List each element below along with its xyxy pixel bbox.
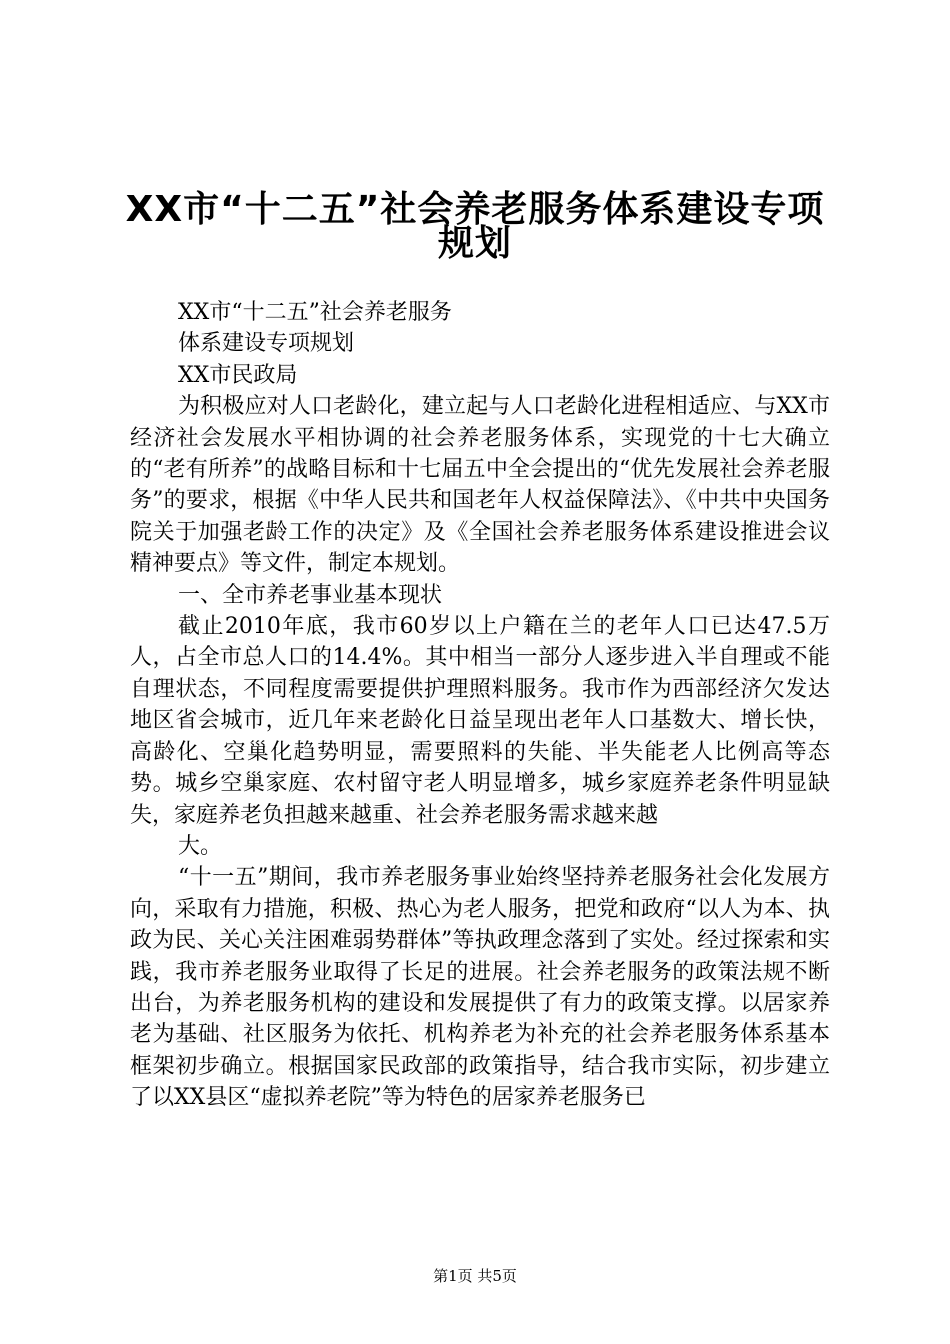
paragraph-progress: “十一五”期间，我市养老服务事业始终坚持养老服务社会化发展方向，采取有力措施，积极、热心为老人服务，把党和政府“以人为本、执政为民、关心关注困难弱势群体”等执政理念落到了实处。经过探索和实践，我市养老服务业取得了长足的进展。社会养老服务的政策法规不断出台，为养老服务机构的建设和发展提供了有力的政策支撑。以居家养老为基础、社区服务为依托、机构养老为补充的社会养老服务体系基本框架初步确立。根据国家民政部的政策指导，结合我市实际，初步建立了以XX县区“虚拟养老院”等为特色的居家养老服务已 (130, 865, 830, 1111)
document-title-line1: XX市“十二五”社会养老服务体系建设专项 (125, 189, 825, 230)
paragraph-status: 截止2010年底，我市60岁以上户籍在兰的老年人口已达47.5万人，占全市总人口的14.4%。其中相当一部分人逐步进入半自理或不能自理状态，不同程度需要提供护理照料服务。我市作为西部经济欠发达地区省会城市，近几年来老龄化日益呈现出老年人口基数大、增长快，高龄化、空巢化趋势明显，需要照料的失能、半失能老人比例高等态势。城乡空巢家庭、农村留守老人明显增多，城乡家庭养老条件明显缺失，家庭养老负担越来越重、社会养老服务需求越来越 (130, 614, 830, 828)
paragraph-status-end: 大。 (178, 833, 223, 859)
document-body (130, 297, 830, 1114)
document-title-line2: 规划 (437, 223, 512, 264)
paragraph-intro: 为积极应对人口老龄化，建立起与人口老龄化进程相适应、与XX市经济社会发展水平相协调的社会养老服务体系，实现党的十七大确立的“老有所养”的战略目标和十七届五中全会提出的“优先发展社会养老服务”的要求，根据《中华人民共和国老年人权益保障法》、《中共中央国务院关于加强老龄工作的决定》及《全国社会养老服务体系建设推进会议精神要点》等文件，制定本规划。 (130, 394, 830, 577)
paragraph-author: XX市民政局 (178, 362, 298, 388)
paragraph-subtitle-1: XX市“十二五”社会养老服务 (178, 300, 452, 325)
section-heading-1: 一、全市养老事业基本现状 (178, 582, 443, 608)
paragraph-subtitle-2: 体系建设专项规划 (178, 331, 355, 357)
page-footer: 第1页 共5页 (433, 1267, 517, 1285)
